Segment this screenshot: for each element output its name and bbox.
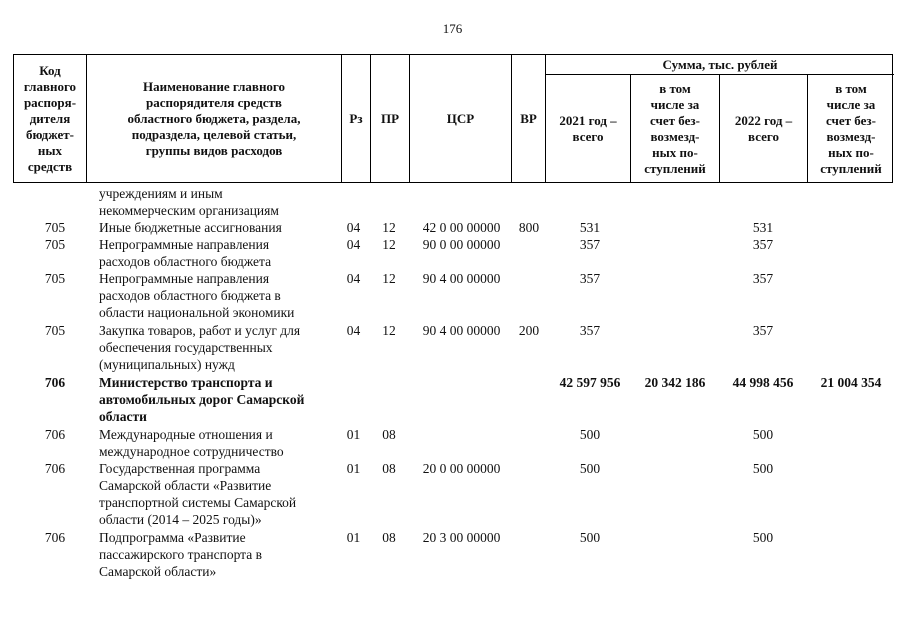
row-total-2021: 357 <box>579 271 601 286</box>
row-name-line: области национальной экономики <box>99 305 295 320</box>
row-pr: 12 <box>382 323 396 338</box>
header-free-2021-line: счет без- <box>650 112 700 128</box>
row-vr: 200 <box>518 323 540 338</box>
header-name-line: группы видов расходов <box>145 142 283 158</box>
row-total-2021: 531 <box>579 220 601 235</box>
header-free-2021 <box>631 75 719 182</box>
row-pr: 08 <box>382 427 396 442</box>
row-total-2022: 531 <box>752 220 774 235</box>
row-name-line: Министерство транспорта и <box>99 375 273 390</box>
row-name <box>99 374 339 425</box>
row-total-2022: 357 <box>752 323 774 338</box>
row-rz: 01 <box>346 461 361 476</box>
header-code-line: ных <box>37 142 63 158</box>
row-pr: 08 <box>382 461 396 476</box>
header-free-2021-line: ных по- <box>652 144 698 160</box>
header-pr: ПР <box>380 110 400 126</box>
row-vr: 800 <box>518 220 540 235</box>
header-free-2022-line: возмезд- <box>826 128 876 144</box>
row-total-2022: 44 998 456 <box>732 375 794 390</box>
header-free-2022-line: ных по- <box>828 144 874 160</box>
page-number: 176 <box>442 21 463 36</box>
row-name-line: международное сотрудничество <box>99 444 284 459</box>
row-name-line: некоммерческим организациям <box>99 203 279 218</box>
header-free-2022-line: в том <box>835 80 867 96</box>
row-code: 705 <box>44 323 66 338</box>
row-total-2022: 357 <box>752 271 774 286</box>
header-code <box>14 55 86 182</box>
row-name-line: автомобильных дорог Самарской <box>99 392 305 407</box>
header-free-2021-line: числе за <box>650 96 700 112</box>
header-vr: ВР <box>520 110 537 126</box>
header-total-2022-line: всего <box>748 128 779 144</box>
row-pr: 12 <box>382 271 396 286</box>
header-total-2021-line: всего <box>572 128 604 144</box>
row-total-2022: 500 <box>752 461 774 476</box>
header-free-2021-line: ступлений <box>644 160 706 176</box>
row-name-line: расходов областного бюджета <box>99 254 272 269</box>
header-code-line: распоря- <box>23 94 77 110</box>
row-name <box>99 426 339 460</box>
header-free-2022 <box>808 75 894 182</box>
row-name <box>99 529 339 580</box>
header-code-line: главного <box>23 78 77 94</box>
row-name-line: Иные бюджетные ассигнования <box>99 220 282 235</box>
row-csr: 42 0 00 00000 <box>422 220 501 235</box>
row-total-2022: 357 <box>752 237 774 252</box>
row-free-2022: 21 004 354 <box>820 375 882 390</box>
row-total-2021: 42 597 956 <box>559 375 621 390</box>
header-total-2021 <box>546 75 630 182</box>
row-rz: 01 <box>346 530 361 545</box>
row-code: 706 <box>44 427 66 442</box>
header-total-2022-line: 2022 год – <box>734 112 793 128</box>
row-code: 706 <box>44 375 66 390</box>
row-name-line: обеспечения государственных <box>99 340 273 355</box>
row-code: 706 <box>44 530 66 545</box>
row-code: 705 <box>44 237 66 252</box>
row-name-line: пассажирского транспорта в <box>99 547 262 562</box>
header-code-line: средств <box>27 158 73 174</box>
header-name <box>87 55 341 182</box>
row-total-2021: 500 <box>579 427 601 442</box>
row-total-2021: 500 <box>579 461 601 476</box>
header-name-line: подраздела, целевой статьи, <box>131 126 297 142</box>
header-csr: ЦСР <box>446 110 475 126</box>
row-name <box>99 185 339 219</box>
header-free-2021-line: возмезд- <box>650 128 700 144</box>
row-free-2021: 20 342 186 <box>644 375 706 390</box>
header-code-line: Код <box>39 62 61 78</box>
header-code-line: бюджет- <box>25 126 74 142</box>
row-total-2022: 500 <box>752 530 774 545</box>
row-name-line: транспортной системы Самарской <box>99 495 297 510</box>
row-total-2021: 357 <box>579 237 601 252</box>
header-free-2022-line: счет без- <box>826 112 876 128</box>
header-free-2022-line: ступлений <box>820 160 882 176</box>
row-total-2021: 357 <box>579 323 601 338</box>
row-name <box>99 322 339 373</box>
row-total-2021: 500 <box>579 530 601 545</box>
header-sum: Сумма, тыс. рублей <box>662 56 778 72</box>
row-rz: 04 <box>346 323 361 338</box>
row-total-2022: 500 <box>752 427 774 442</box>
row-name <box>99 236 339 270</box>
row-name <box>99 270 339 321</box>
row-rz: 04 <box>346 237 361 252</box>
row-code: 706 <box>44 461 66 476</box>
header-code-line: дителя <box>29 110 71 126</box>
row-csr: 20 0 00 00000 <box>422 461 501 476</box>
header-total-2022 <box>720 75 807 182</box>
row-name-line: Непрограммные направления <box>99 237 270 252</box>
header-rz: Рз <box>349 110 363 126</box>
row-name-line: расходов областного бюджета в <box>99 288 281 303</box>
row-csr: 90 4 00 00000 <box>422 271 501 286</box>
row-name-line: области <box>99 409 147 424</box>
header-name-line: распорядителя средств <box>146 94 282 110</box>
row-rz: 04 <box>346 220 361 235</box>
row-name-line: Закупка товаров, работ и услуг для <box>99 323 301 338</box>
row-name-line: учреждениям и иным <box>99 186 223 201</box>
header-free-2022-line: числе за <box>826 96 876 112</box>
header-name-line: областного бюджета, раздела, <box>127 110 301 126</box>
row-pr: 12 <box>382 220 396 235</box>
header-total-2021-line: 2021 год – <box>559 112 617 128</box>
row-name-line: (муниципальных) нужд <box>99 357 235 372</box>
row-pr: 08 <box>382 530 396 545</box>
row-name <box>99 219 339 236</box>
row-name-line: Государственная программа <box>99 461 261 476</box>
row-name-line: Подпрограмма «Развитие <box>99 530 246 545</box>
row-name-line: Международные отношения и <box>99 427 273 442</box>
row-csr: 90 0 00 00000 <box>422 237 501 252</box>
row-code: 705 <box>44 220 66 235</box>
row-csr: 20 3 00 00000 <box>422 530 501 545</box>
row-rz: 04 <box>346 271 361 286</box>
row-name-line: Непрограммные направления <box>99 271 270 286</box>
table-header <box>13 54 893 183</box>
row-name-line: области (2014 – 2025 годы)» <box>99 512 262 527</box>
row-pr: 12 <box>382 237 396 252</box>
row-name-line: Самарской области» <box>99 564 217 579</box>
row-rz: 01 <box>346 427 361 442</box>
row-name-line: Самарской области «Развитие <box>99 478 272 493</box>
row-csr: 90 4 00 00000 <box>422 323 501 338</box>
header-free-2021-line: в том <box>659 80 691 96</box>
row-code: 705 <box>44 271 66 286</box>
row-name <box>99 460 339 528</box>
header-name-line: Наименование главного <box>142 78 286 94</box>
